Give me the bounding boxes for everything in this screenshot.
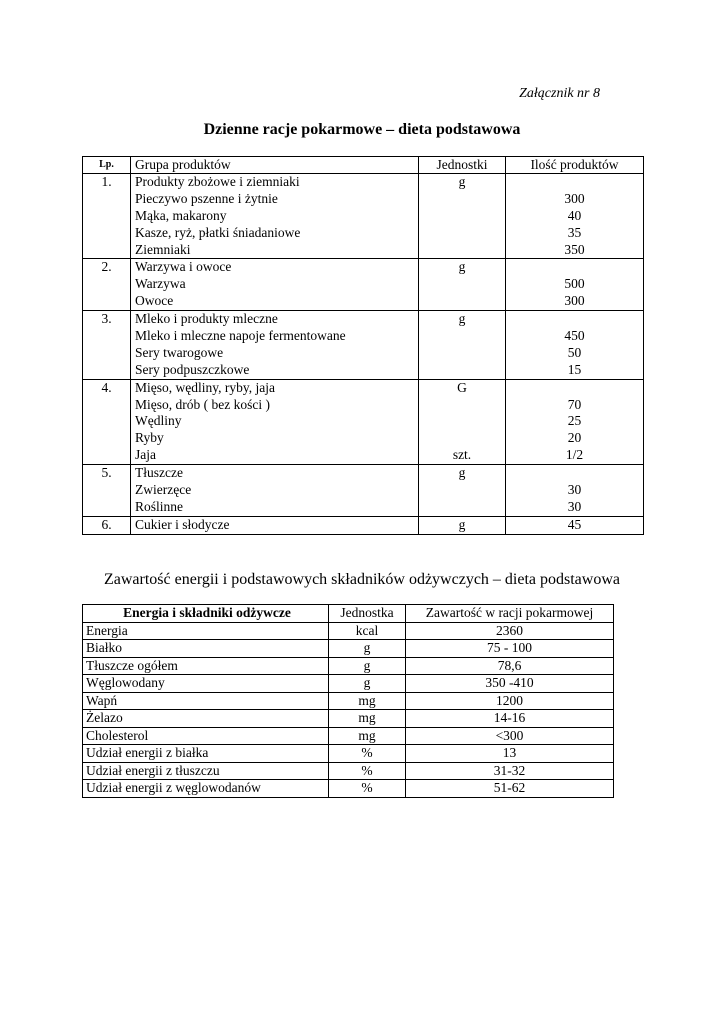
unit-cell (419, 311, 506, 380)
nutrient-value: 75 - 100 (406, 640, 614, 658)
quantity-cell-line (506, 311, 643, 328)
nutrient-name: Żelazo (83, 710, 329, 728)
quantity-cell-line: 350 (564, 241, 585, 257)
row-number: 1. (83, 174, 131, 259)
table-row (83, 745, 614, 763)
nutrient-unit: % (329, 780, 406, 798)
nutrient-unit: % (329, 762, 406, 780)
quantity-cell-line: 20 (567, 430, 582, 446)
product-group-line: Mięso, drób ( bez kości ) (135, 396, 270, 412)
nutrient-unit: mg (329, 692, 406, 710)
quantity-cell (506, 465, 644, 517)
product-group (131, 516, 419, 534)
quantity-cell-line: 35 (567, 224, 582, 240)
product-group-line: Pieczywo pszenne i żytnie (135, 190, 278, 206)
nutrient-value: 2360 (406, 622, 614, 640)
nutrient-name: Tłuszcze ogółem (83, 657, 329, 675)
table-row (83, 780, 614, 798)
row-number: 5. (83, 465, 131, 517)
col-group-header: Grupa produktów (131, 157, 419, 174)
table-row (83, 657, 614, 675)
table-header-row (83, 157, 644, 174)
nutrient-unit: mg (329, 727, 406, 745)
nutrient-name: Udział energii z tłuszczu (83, 762, 329, 780)
nutrient-name: Energia (83, 622, 329, 640)
quantity-cell-line (506, 380, 643, 397)
product-group (131, 311, 419, 380)
unit-cell-line (419, 499, 505, 516)
unit-cell-line (419, 328, 505, 345)
unit-cell-line: g (458, 174, 466, 189)
nutrient-unit: g (329, 675, 406, 693)
nutrient-name: Udział energii z węglowodanów (83, 780, 329, 798)
quantity-cell (506, 311, 644, 380)
table-row (83, 762, 614, 780)
product-group-line: Tłuszcze (135, 465, 183, 481)
unit-cell-line: g (458, 516, 466, 532)
product-group-line: Jaja (135, 447, 156, 463)
product-group-line: Mleko i produkty mleczne (135, 311, 278, 327)
col-unit-header: Jednostka (329, 605, 406, 623)
nutrient-name: Białko (83, 640, 329, 658)
quantity-cell-line: 300 (564, 190, 585, 206)
nutrient-value: 31-32 (406, 762, 614, 780)
nutrients-table (82, 604, 614, 798)
nutrients-body (83, 622, 614, 797)
col-nutrient-header: Energia i składniki odżywcze (83, 605, 329, 623)
product-group-line: Zwierzęce (135, 482, 192, 498)
nutrient-unit: g (329, 657, 406, 675)
quantity-cell-line (506, 174, 643, 191)
product-group (131, 174, 419, 259)
unit-cell-line: g (458, 259, 466, 275)
row-number: 4. (83, 379, 131, 464)
unit-cell (419, 465, 506, 517)
nutrient-value: 350 -410 (406, 675, 614, 693)
unit-cell-line (419, 413, 505, 430)
quantity-cell-line: 25 (567, 413, 582, 429)
unit-cell (419, 516, 506, 534)
table-row (83, 174, 644, 259)
table-row (83, 622, 614, 640)
row-number: 2. (83, 259, 131, 311)
product-group-line: Mięso, wędliny, ryby, jaja (135, 379, 275, 395)
unit-cell-line (419, 345, 505, 362)
quantity-cell-line: 300 (564, 293, 585, 309)
nutrient-name: Wapń (83, 692, 329, 710)
quantity-cell-line (506, 465, 643, 482)
product-group-line: Sery twarogowe (135, 344, 224, 360)
nutrients-title: Zawartość energii i podstawowych składników odżywczych – dieta podstawowa (103, 571, 620, 588)
table-row (83, 516, 644, 534)
unit-cell-line (419, 191, 505, 208)
product-group-line: Produkty zbożowe i ziemniaki (135, 174, 300, 189)
unit-cell (419, 379, 506, 464)
quantity-cell-line: 45 (567, 516, 582, 532)
daily-rations-table (82, 156, 644, 535)
product-group-line: Owoce (135, 293, 174, 309)
product-group-line: Mąka, makarony (135, 207, 227, 223)
quantity-cell-line: 30 (567, 498, 582, 514)
product-group (131, 379, 419, 464)
quantity-cell-line: 40 (567, 207, 582, 223)
nutrient-value: 14-16 (406, 710, 614, 728)
col-lp-header: Lp. (83, 157, 131, 174)
unit-cell-line: g (458, 465, 466, 481)
daily-rations-body (83, 174, 644, 535)
product-group-line: Ziemniaki (135, 241, 191, 257)
unit-cell-line (419, 225, 505, 242)
quantity-cell-line: 15 (567, 361, 582, 377)
quantity-cell (506, 516, 644, 534)
col-unit-header: Jednostki (419, 157, 506, 174)
table-row (83, 727, 614, 745)
quantity-cell (506, 379, 644, 464)
nutrient-name: Węglowodany (83, 675, 329, 693)
product-group-line: Sery podpuszczkowe (135, 361, 250, 377)
unit-cell-line (419, 293, 505, 310)
quantity-cell (506, 259, 644, 311)
unit-cell-line (419, 208, 505, 225)
quantity-cell-line (506, 259, 643, 276)
unit-cell-line: g (458, 311, 466, 327)
product-group-line: Kasze, ryż, płatki śniadaniowe (135, 224, 301, 240)
nutrient-value: <300 (406, 727, 614, 745)
product-group (131, 465, 419, 517)
product-group-line: Warzywa (135, 276, 186, 292)
table-row (83, 692, 614, 710)
unit-cell-line: G (457, 379, 467, 395)
nutrient-value: 51-62 (406, 780, 614, 798)
unit-cell-line (419, 397, 505, 414)
col-value-header: Zawartość w racji pokarmowej (406, 605, 614, 623)
table-row (83, 379, 644, 464)
quantity-cell-line: 450 (564, 328, 585, 344)
product-group (131, 259, 419, 311)
row-number: 6. (83, 516, 131, 534)
product-group-line: Mleko i mleczne napoje fermentowane (135, 328, 346, 344)
nutrient-name: Cholesterol (83, 727, 329, 745)
nutrient-value: 78,6 (406, 657, 614, 675)
nutrient-name: Udział energii z białka (83, 745, 329, 763)
row-number: 3. (83, 311, 131, 380)
table-row (83, 710, 614, 728)
quantity-cell (506, 174, 644, 259)
quantity-cell-line: 500 (564, 276, 585, 292)
table-row (83, 675, 614, 693)
nutrient-value: 1200 (406, 692, 614, 710)
annex-label: Załącznik nr 8 (519, 86, 600, 101)
quantity-cell-line: 30 (567, 482, 582, 498)
unit-cell-line (419, 276, 505, 293)
nutrient-unit: kcal (329, 622, 406, 640)
quantity-cell-line: 50 (567, 344, 582, 360)
product-group-line: Roślinne (135, 498, 184, 514)
nutrient-unit: mg (329, 710, 406, 728)
product-group-line: Wędliny (135, 413, 182, 429)
table-row (83, 465, 644, 517)
unit-cell-line (419, 362, 505, 379)
table-row (83, 311, 644, 380)
unit-cell-line (419, 242, 505, 259)
product-group-line: Ryby (135, 430, 164, 446)
col-qty-header: Ilość produktów (506, 157, 644, 174)
product-group-line: Warzywa i owoce (135, 259, 232, 275)
table-header-row (83, 605, 614, 623)
unit-cell-line: szt. (452, 447, 472, 463)
quantity-cell-line: 1/2 (565, 447, 584, 463)
quantity-cell-line: 70 (567, 396, 582, 412)
nutrient-unit: g (329, 640, 406, 658)
unit-cell (419, 259, 506, 311)
table-row (83, 259, 644, 311)
nutrient-unit: % (329, 745, 406, 763)
table-row (83, 640, 614, 658)
nutrient-value: 13 (406, 745, 614, 763)
product-group-line: Cukier i słodycze (135, 516, 230, 532)
unit-cell (419, 174, 506, 259)
daily-rations-title: Dzienne racje pokarmowe – dieta podstawowa (203, 121, 521, 138)
unit-cell-line (419, 430, 505, 447)
unit-cell-line (419, 482, 505, 499)
